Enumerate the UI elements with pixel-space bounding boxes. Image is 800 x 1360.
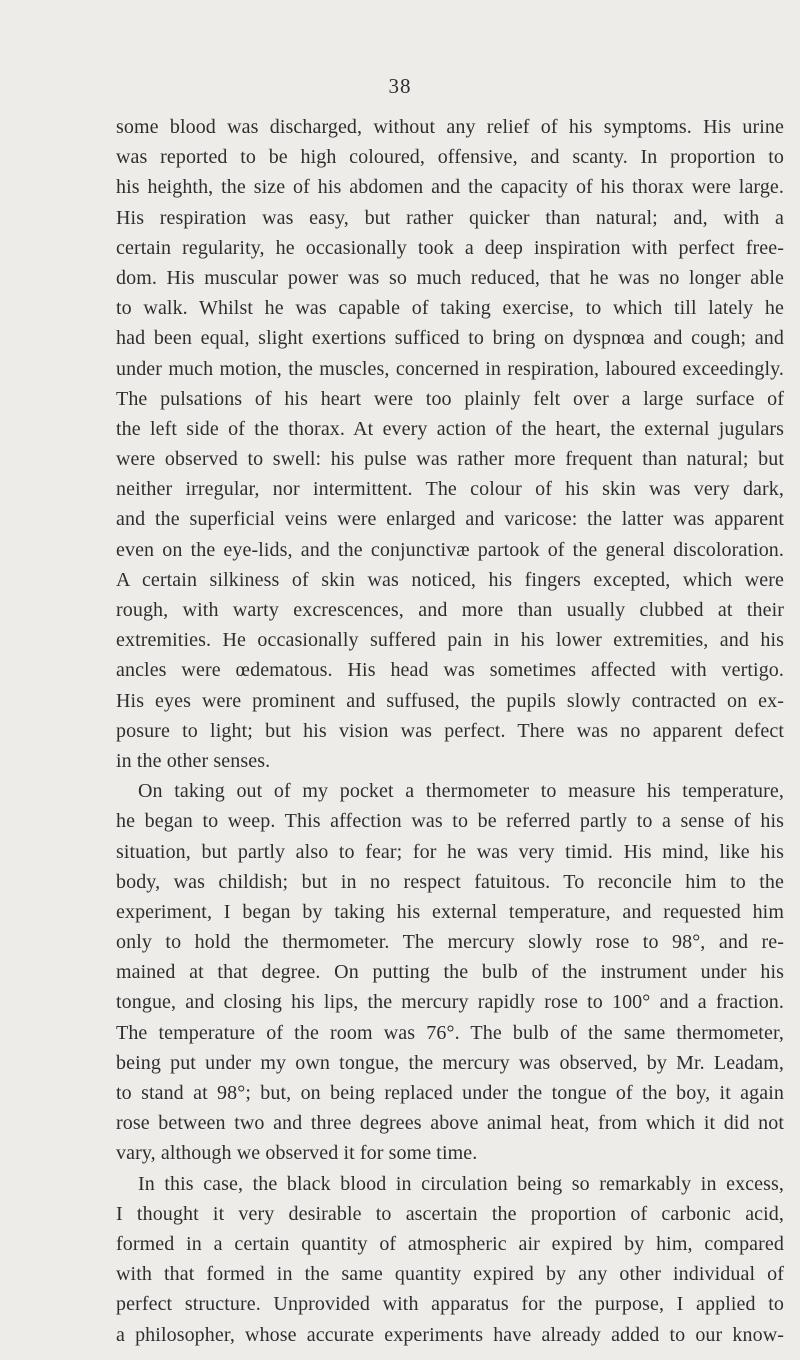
text-line: he began to weep. This affection was to be referred partly to a sense of his bbox=[116, 810, 784, 833]
text-line: even on the eye-lids, and the conjunctivæ partook of the general discoloration. bbox=[116, 538, 784, 561]
text-line: to walk. Whilst he was capable of taking exercise, to which till lately he bbox=[116, 297, 784, 320]
text-line: a philosopher, whose accurate experiments have already added to our know- bbox=[116, 1323, 784, 1346]
text-line: with that formed in the same quantity expired by any other individual of bbox=[116, 1263, 784, 1286]
text-line: and the superficial veins were enlarged and varicose: the latter was apparent bbox=[116, 508, 784, 531]
text-line: His respiration was easy, but rather quicker than natural; and, with a bbox=[116, 206, 784, 229]
text-line: some blood was discharged, without any relief of his symptoms. His urine bbox=[116, 116, 784, 138]
text-line: In this case, the black blood in circulation being so remarkably in excess, bbox=[138, 1172, 784, 1195]
text-line: to stand at 98°; but, on being replaced under the tongue of the boy, it again bbox=[116, 1082, 784, 1104]
text-line: extremities. He occasionally suffered pain in his lower extremities, and his bbox=[116, 629, 784, 652]
text-line: his heighth, the size of his abdomen and the capacity of his thorax were large. bbox=[116, 176, 784, 199]
text-line: only to hold the thermometer. The mercury slowly rose to 98°, and re- bbox=[116, 931, 784, 954]
text-line: His eyes were prominent and suffused, the pupils slowly contracted on ex- bbox=[116, 689, 784, 712]
text-line: dom. His muscular power was so much reduced, that he was no longer able bbox=[116, 266, 784, 289]
text-line: vary, although we observed it for some time. bbox=[116, 1142, 478, 1165]
text-line: had been equal, slight exertions sufficed to bring on dyspnœa and cough; and bbox=[116, 327, 784, 350]
text-line: rough, with warty excrescences, and more than usually clubbed at their bbox=[116, 599, 784, 621]
text-line: under much motion, the muscles, concerned in respiration, laboured exceedingly. bbox=[116, 357, 784, 380]
text-line: tongue, and closing his lips, the mercury rapidly rose to 100° and a fraction. bbox=[116, 991, 784, 1014]
text-line: The pulsations of his heart were too plainly felt over a large surface of bbox=[116, 387, 784, 410]
text-line: were observed to swell: his pulse was rather more frequent than natural; but bbox=[116, 448, 784, 471]
body-text bbox=[116, 112, 784, 1350]
text-line: in the other senses. bbox=[116, 749, 271, 772]
text-line: A certain silkiness of skin was noticed, his fingers excepted, which were bbox=[116, 568, 784, 591]
text-line: perfect structure. Unprovided with apparatus for the purpose, I applied to bbox=[116, 1293, 784, 1316]
text-line: formed in a certain quantity of atmospheric air expired by him, compared bbox=[116, 1232, 784, 1255]
text-line: body, was childish; but in no respect fatuitous. To reconcile him to the bbox=[116, 870, 784, 893]
text-line: The temperature of the room was 76°. The bulb of the same thermometer, bbox=[116, 1021, 784, 1044]
text-line: On taking out of my pocket a thermometer to measure his temperature, bbox=[138, 780, 784, 803]
text-line: I thought it very desirable to ascertain the proportion of carbonic acid, bbox=[116, 1202, 784, 1225]
text-line: experiment, I began by taking his external temperature, and requested him bbox=[116, 900, 784, 923]
text-line: was reported to be high coloured, offensive, and scanty. In proportion to bbox=[116, 146, 784, 169]
text-line: posure to light; but his vision was perfect. There was no apparent defect bbox=[116, 719, 784, 742]
text-line: certain regularity, he occasionally took a deep inspiration with perfect free- bbox=[116, 236, 784, 259]
text-line: being put under my own tongue, the mercury was observed, by Mr. Leadam, bbox=[116, 1051, 784, 1074]
page-number: 38 bbox=[388, 74, 412, 98]
text-line: ancles were œdematous. His head was sometimes affected with vertigo. bbox=[116, 659, 784, 682]
text-line: neither irregular, nor intermittent. The colour of his skin was very dark, bbox=[116, 478, 784, 501]
text-line: the left side of the thorax. At every action of the heart, the external jugulars bbox=[116, 417, 784, 440]
text-line: situation, but partly also to fear; for he was very timid. His mind, like his bbox=[116, 840, 784, 863]
text-line: mained at that degree. On putting the bulb of the instrument under his bbox=[116, 961, 784, 984]
text-line: rose between two and three degrees above animal heat, from which it did not bbox=[116, 1112, 784, 1135]
